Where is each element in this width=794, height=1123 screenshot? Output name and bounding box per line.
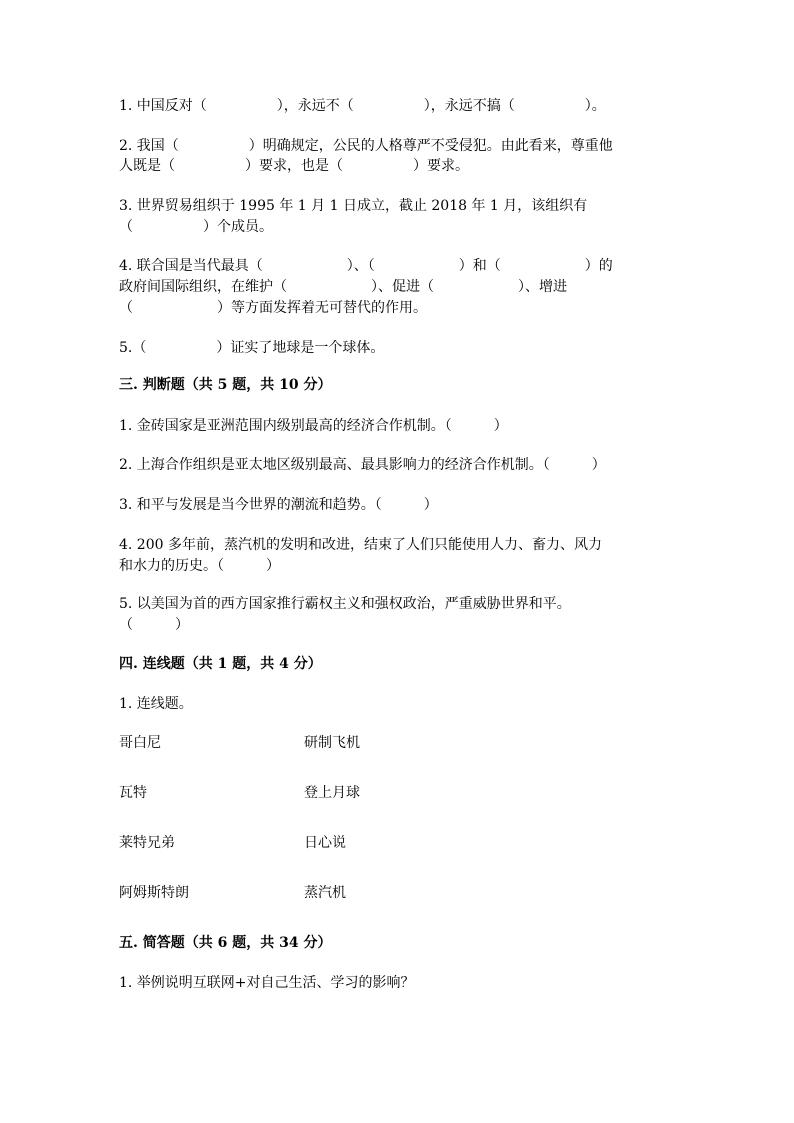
question-line: 4. 联合国是当代最具（ ）、（ ）和（ ）的 [119, 258, 613, 274]
question-line: 和水力的历史。（ ） [119, 558, 280, 574]
question-line: 政府间国际组织，在维护（ ）、促进（ ）、增进 [119, 279, 567, 295]
matching-left-item: 瓦特 [119, 785, 147, 801]
question-line: 3. 和平与发展是当今世界的潮流和趋势。（ ） [119, 497, 438, 513]
matching-left-item: 阿姆斯特朗 [119, 885, 189, 901]
question-line: 5. 以美国为首的西方国家推行霸权主义和强权政治，严重威胁世界和平。 [119, 596, 571, 612]
matching-right-item: 研制飞机 [304, 735, 360, 751]
question-line: 2. 上海合作组织是亚太地区级别最高、最具影响力的经济合作机制。（ ） [119, 457, 606, 473]
matching-right-item: 蒸汽机 [304, 885, 346, 901]
question-line: 4. 200 多年前，蒸汽机的发明和改进，结束了人们只能使用人力、畜力、风力 [119, 537, 602, 553]
question-line: 人既是（ ）要求，也是（ ）要求。 [119, 158, 469, 174]
section-title-matching: 四. 连线题（共 1 题，共 4 分） [119, 656, 322, 672]
question-line: （ ）个成员。 [119, 219, 273, 235]
question-line: 1. 中国反对（ ），永远不（ ），永远不搞（ ）。 [119, 98, 606, 114]
question-line: 1. 金砖国家是亚洲范围内级别最高的经济合作机制。（ ） [119, 418, 508, 434]
question-line: （ ） [119, 617, 189, 633]
question-line: 3. 世界贸易组织于 1995 年 1 月 1 日成立，截止 2018 年 1 月，该组织有 [119, 198, 588, 214]
question-line: 5.（ ）证实了地球是一个球体。 [119, 340, 385, 356]
section-title-judgement: 三. 判断题（共 5 题，共 10 分） [119, 377, 332, 393]
question-line: （ ）等方面发挥着无可替代的作用。 [119, 300, 427, 316]
section-title-short-answer: 五. 简答题（共 6 题，共 34 分） [119, 935, 332, 951]
matching-question: 1. 连线题。 [119, 696, 193, 712]
matching-right-item: 日心说 [304, 835, 346, 851]
matching-right-item: 登上月球 [304, 785, 360, 801]
matching-left-item: 哥白尼 [119, 735, 161, 751]
matching-left-item: 莱特兄弟 [119, 835, 175, 851]
short-answer-question-1: 1. 举例说明互联网+对自己生活、学习的影响？ [119, 975, 415, 991]
question-line: 2. 我国（ ）明确规定，公民的人格尊严不受侵犯。由此看来，尊重他 [119, 138, 613, 154]
